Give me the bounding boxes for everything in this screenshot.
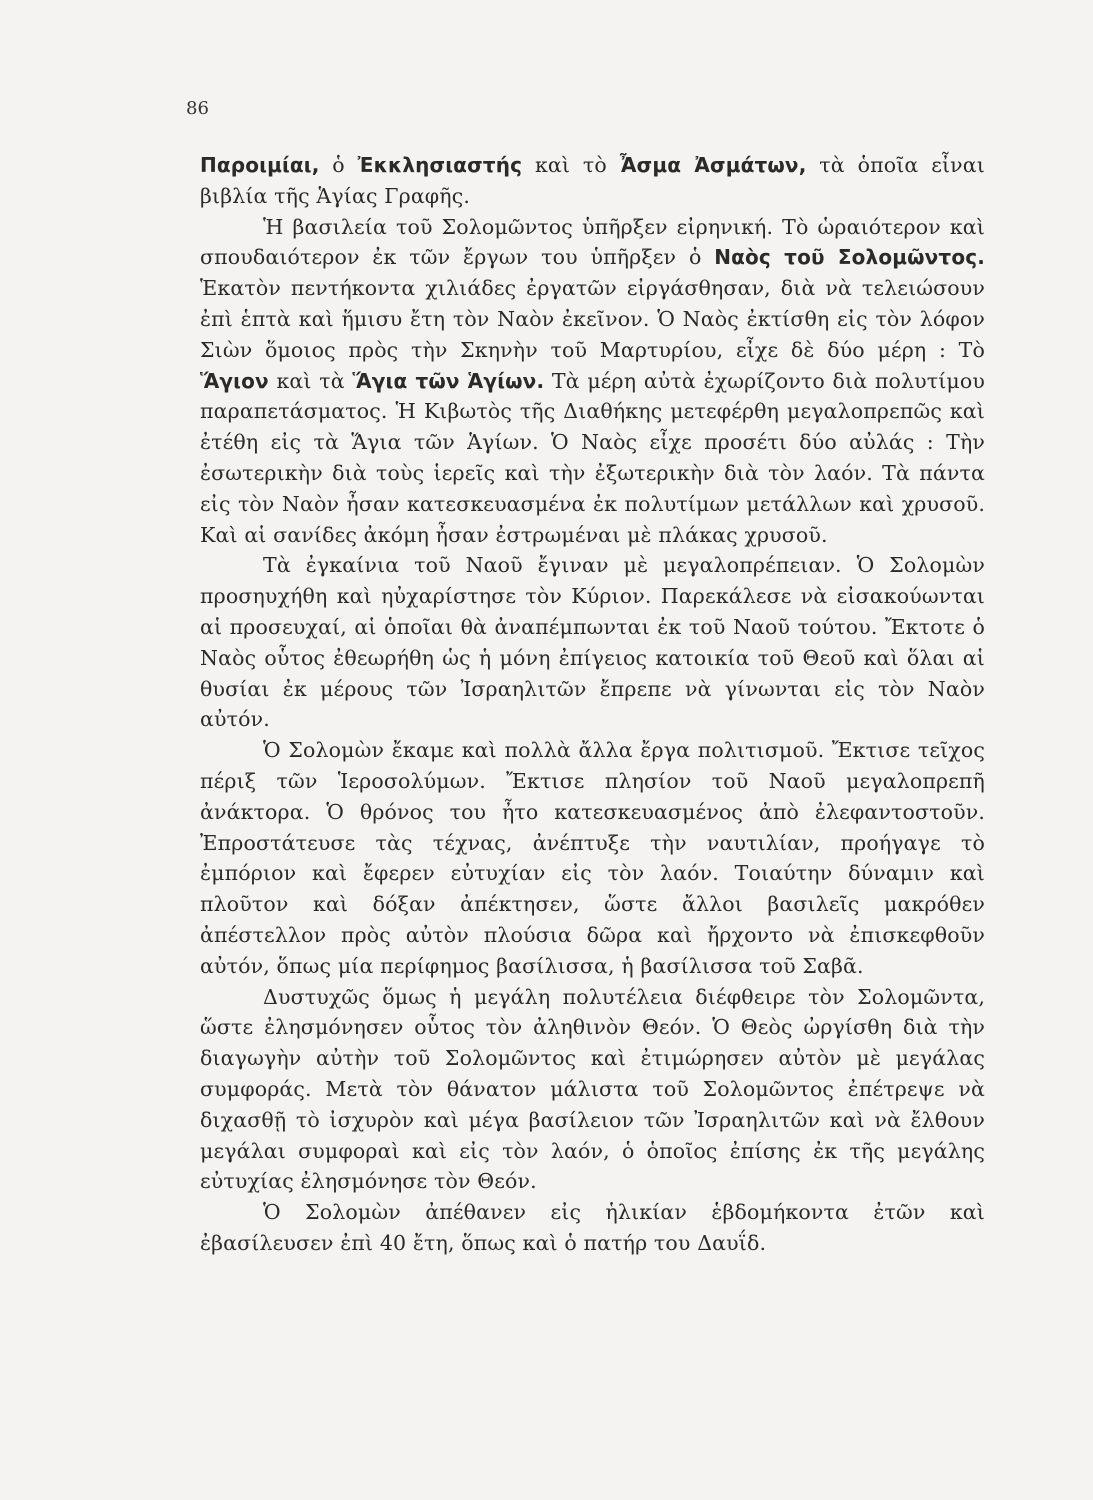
text-run: Τὰ ἐγκαίνια τοῦ Ναοῦ ἔγιναν μὲ μεγαλοπρέπειαν. Ὁ Σολομὼν προσηυχήθη καὶ ηὐχαρίστησε τὸν Κύριον. Παρεκάλεσε νὰ εἰσακούωνται αἱ προσευχαί, αἱ ὁποῖαι θὰ ἀναπέμπωνται ἐκ τοῦ Ναοῦ τούτου. Ἔκτοτε ὁ Ναὸς οὗτος ἐθεωρήθη ὡς ἡ μόνη ἐπίγειος κατοικία τοῦ Θεοῦ καὶ ὅλαι αἱ θυσίαι ἐκ μέρους τῶν Ἰσραηλιτῶν ἔπρεπε νὰ γίνωνται εἰς τὸν Ναὸν αὐτόν. — [200, 553, 985, 732]
text-run: Ἡ βασιλεία τοῦ Σολομῶντος ὑπῆρξεν εἰρηνική. Τὸ ὡραιότερον καὶ σπουδαιότερον ἐκ τῶν ἔργων του ὑπῆρξεν ὁ — [200, 214, 985, 270]
bold-term: Ἅγια τῶν Ἁγίων. — [352, 368, 545, 393]
paragraph-6 — [200, 1197, 985, 1259]
page-number: 86 — [186, 98, 209, 119]
text-run: καὶ τὸ — [522, 153, 620, 177]
bold-term: Ἐκκλησιαστής — [357, 153, 523, 177]
paragraph-4 — [200, 735, 985, 981]
bold-term: Ἆσμα Ἀσμάτων, — [619, 153, 807, 177]
text-run: Ὁ Σολομὼν ἀπέθανεν εἰς ἡλικίαν ἑβδομήκοντα ἐτῶν καὶ ἐβασίλευσεν ἐπὶ 40 ἔτη, ὅπως καὶ ὁ πατήρ του Δαυΐδ. — [200, 1200, 985, 1255]
bold-term: Ναὸς τοῦ Σολομῶντος. — [714, 245, 985, 270]
body-text — [200, 150, 985, 1259]
text-run: Ὁ Σολομὼν ἔκαμε καὶ πολλὰ ἄλλα ἔργα πολιτισμοῦ. Ἔκτισε τεῖχος πέριξ τῶν Ἱεροσολύμων. Ἔκτισε πλησίον τοῦ Ναοῦ μεγαλοπρεπῆ ἀνάκτορα. Ὁ θρόνος του ἦτο κατεσκευασμένος ἀπὸ ἐλεφαντοστοῦν. Ἐπροστάτευσε τὰς τέχνας, ἀνέπτυξε τὴν ναυτιλίαν, προήγαγε τὸ ἐμπόριον καὶ ἔφερεν εὐτυχίαν εἰς τὸν λαόν. Τοιαύτην δύναμιν καὶ πλοῦτον καὶ δόξαν ἀπέκτησεν, ὥστε ἄλλοι βασιλεῖς μακρόθεν ἀπέστελλον πρὸς αὐτὸν πλούσια δῶρα καὶ ἤρχοντο νὰ ἐπισκεφθοῦν αὐτόν, ὅπως μία περίφημος βασίλισσα, ἡ βασίλισσα τοῦ Σαβᾶ. — [200, 738, 985, 978]
text-run: καὶ τὰ — [268, 368, 353, 393]
paragraph-1 — [200, 150, 985, 212]
text-run: Τὰ μέρη αὐτὰ ἐχωρίζοντο διὰ πολυτίμου παραπετάσματος. Ἡ Κιβωτὸς τῆς Διαθήκης μετεφέρθη μεγαλοπρεπῶς καὶ ἐτέθη εἰς τὰ Ἅγια τῶν Ἁγίων. Ὁ Ναὸς εἶχε προσέτι δύο αὐλάς : Τὴν ἐσωτερικὴν διὰ τοὺς ἱερεῖς καὶ τὴν ἐξωτερικὴν διὰ τὸν λαόν. Τὰ πάντα εἰς τὸν Ναὸν ἦσαν κατεσκευασμένα ἐκ πολυτίμων μετάλλων καὶ χρυσοῦ. Καὶ αἱ σανίδες ἀκόμη ἦσαν ἐστρωμέναι μὲ πλάκας χρυσοῦ. — [200, 368, 985, 547]
text-run: Δυστυχῶς ὅμως ἡ μεγάλη πολυτέλεια διέφθειρε τὸν Σολομῶντα, ὥστε ἐλησμόνησεν οὗτος τὸν ἀληθινὸν Θεόν. Ὁ Θεὸς ὠργίσθη διὰ τὴν διαγωγὴν αὐτὴν τοῦ Σολομῶντος καὶ ἐτιμώρησεν αὐτὸν μὲ μεγάλας συμφοράς. Μετὰ τὸν θάνατον μάλιστα τοῦ Σολομῶντος ἐπέτρεψε νὰ διχασθῇ τὸ ἰσχυρὸν καὶ μέγα βασίλειον τῶν Ἰσραηλιτῶν καὶ νὰ ἔλθουν μεγάλαι συμφοραὶ καὶ εἰς τὸν λαόν, ὁ ὁποῖος ἐπίσης ἐκ τῆς μεγάλης εὐτυχίας ἐλησμόνησε τὸν Θεόν. — [200, 984, 985, 1194]
text-run: ὁ — [319, 153, 358, 177]
paragraph-2 — [200, 212, 985, 551]
bold-term: Ἅγιον — [200, 368, 269, 393]
paragraph-3 — [200, 550, 985, 735]
text-run: Ἑκατὸν πεντήκοντα χιλιάδες ἐργατῶν εἰργάσθησαν, διὰ νὰ τελειώσουν ἐπὶ ἑπτὰ καὶ ἥμισυ ἔτη τὸν Ναὸν ἐκεῖνον. Ὁ Ναὸς ἐκτίσθη εἰς τὸν λόφον Σιὼν ὅμοιος πρὸς τὴν Σκηνὴν τοῦ Μαρτυρίου, εἶχε δὲ δύο μέρη : Τὸ — [200, 276, 985, 362]
text-run: τὰ ὁποῖα εἶναι βιβλία τῆς Ἁγίας Γραφῆς. — [200, 153, 985, 208]
bold-term: Παροιμίαι, — [200, 153, 320, 177]
paragraph-5 — [200, 982, 985, 1198]
